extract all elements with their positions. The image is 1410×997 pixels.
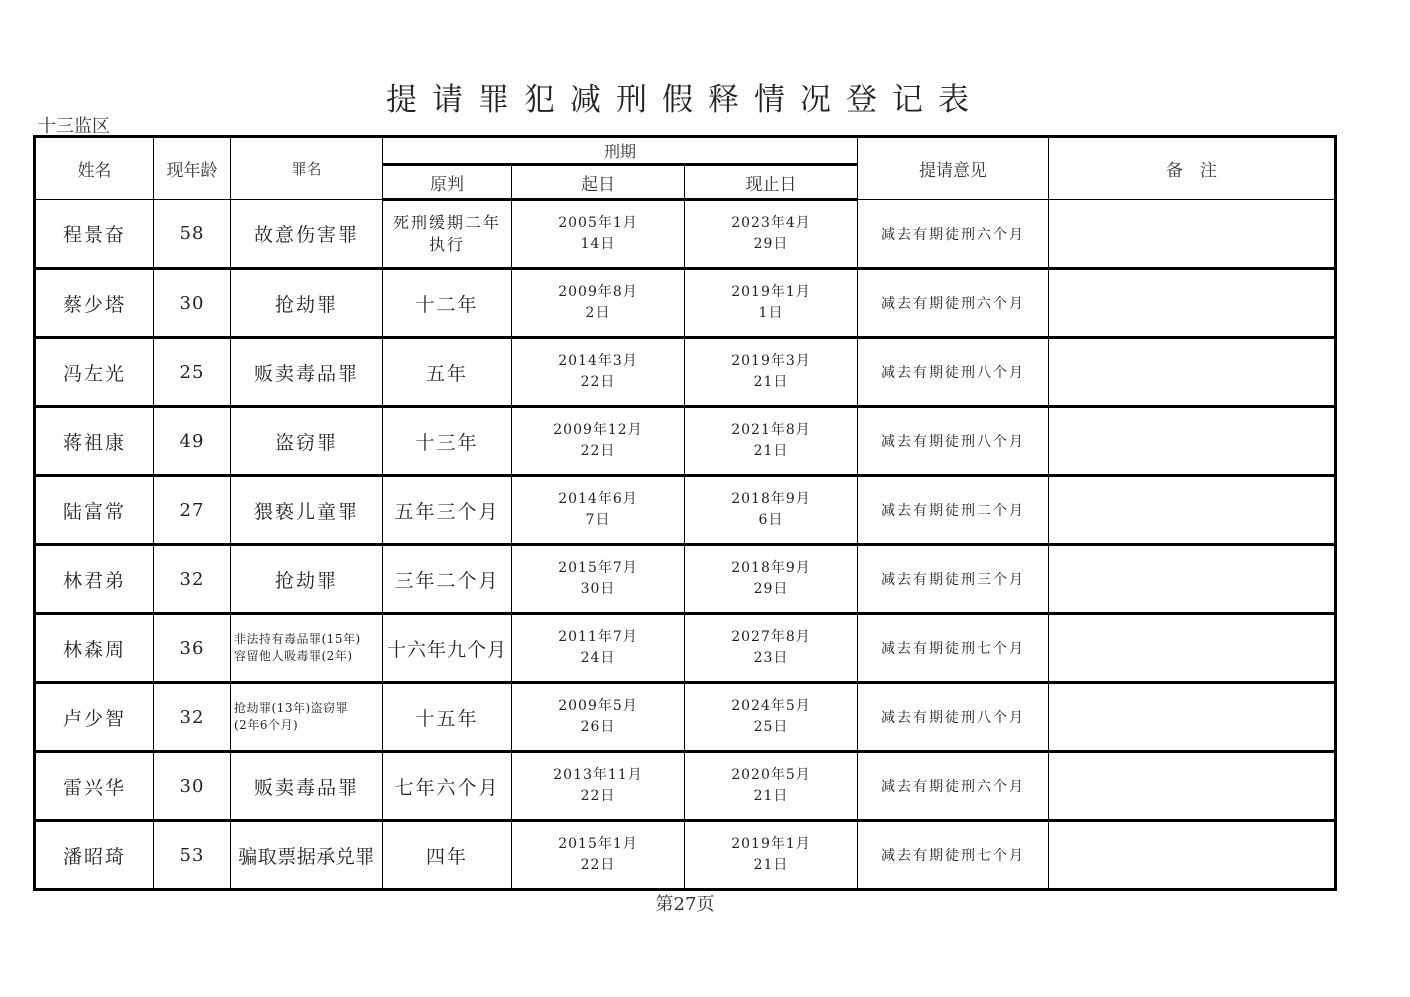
cell-start-date xyxy=(512,752,685,821)
cell-crime: 抢劫罪 xyxy=(231,545,383,614)
cell-remarks xyxy=(1049,752,1336,821)
date-line: 22日 xyxy=(580,857,616,873)
table-header-row xyxy=(35,137,1336,165)
cell-opinion: 减去有期徒刑六个月 xyxy=(858,200,1049,269)
header-name: 姓名 xyxy=(35,137,154,200)
cell-crime: 故意伤害罪 xyxy=(231,200,383,269)
date-line: 2020年5月 xyxy=(731,767,811,783)
table-row xyxy=(35,614,1336,683)
table-row xyxy=(35,269,1336,338)
cell-remarks xyxy=(1049,614,1336,683)
cell-start-date xyxy=(512,269,685,338)
cell-original-sentence: 七年六个月 xyxy=(383,752,512,821)
document-title: 提请罪犯减刑假释情况登记表 xyxy=(386,82,984,118)
cell-end-date xyxy=(685,752,858,821)
date-line: 2009年5月 xyxy=(558,698,638,714)
cell-start-date xyxy=(512,476,685,545)
date-line: 22日 xyxy=(580,443,616,459)
crime-line: (2年6个月) xyxy=(234,718,299,732)
cell-original-sentence: 五年 xyxy=(383,338,512,407)
table-row xyxy=(35,545,1336,614)
cell-age: 30 xyxy=(154,752,231,821)
cell-name: 潘昭琦 xyxy=(35,821,154,890)
cell-remarks xyxy=(1049,200,1336,269)
table-row xyxy=(35,200,1336,269)
cell-opinion: 减去有期徒刑二个月 xyxy=(858,476,1049,545)
table-row xyxy=(35,752,1336,821)
date-line: 2027年8月 xyxy=(731,629,811,645)
cell-end-date xyxy=(685,683,858,752)
cell-age: 32 xyxy=(154,545,231,614)
date-line: 6日 xyxy=(758,512,784,528)
cell-start-date xyxy=(512,821,685,890)
table-row xyxy=(35,338,1336,407)
header-opinion: 提请意见 xyxy=(858,137,1049,200)
date-line: 14日 xyxy=(580,236,616,252)
date-line: 2024年5月 xyxy=(731,698,811,714)
cell-end-date xyxy=(685,545,858,614)
cell-crime: 猥亵儿童罪 xyxy=(231,476,383,545)
date-line: 2日 xyxy=(585,305,611,321)
cell-name: 陆富常 xyxy=(35,476,154,545)
cell-original-sentence: 三年二个月 xyxy=(383,545,512,614)
date-line: 21日 xyxy=(753,443,789,459)
cell-crime xyxy=(231,614,383,683)
cell-end-date xyxy=(685,269,858,338)
header-term-group: 刑期 xyxy=(383,137,858,165)
date-line: 29日 xyxy=(753,236,789,252)
cell-start-date xyxy=(512,338,685,407)
cell-original-sentence xyxy=(383,200,512,269)
header-age: 现年龄 xyxy=(154,137,231,200)
cell-start-date xyxy=(512,614,685,683)
cell-end-date xyxy=(685,200,858,269)
date-line: 2009年8月 xyxy=(558,284,638,300)
date-line: 21日 xyxy=(753,857,789,873)
date-line: 2014年3月 xyxy=(558,353,638,369)
cell-start-date xyxy=(512,545,685,614)
cell-name: 程景奋 xyxy=(35,200,154,269)
cell-original-sentence: 四年 xyxy=(383,821,512,890)
cell-opinion: 减去有期徒刑八个月 xyxy=(858,407,1049,476)
cell-name: 雷兴华 xyxy=(35,752,154,821)
register-table xyxy=(33,135,1337,891)
date-line: 2013年11月 xyxy=(553,767,643,783)
cell-original-sentence: 十五年 xyxy=(383,683,512,752)
table-row xyxy=(35,476,1336,545)
date-line: 1日 xyxy=(758,305,784,321)
cell-end-date xyxy=(685,476,858,545)
cell-age: 25 xyxy=(154,338,231,407)
cell-crime xyxy=(231,683,383,752)
date-line: 30日 xyxy=(580,581,616,597)
date-line: 21日 xyxy=(753,374,789,390)
cell-original-sentence: 五年三个月 xyxy=(383,476,512,545)
cell-age: 58 xyxy=(154,200,231,269)
cell-age: 30 xyxy=(154,269,231,338)
cell-end-date xyxy=(685,614,858,683)
date-line: 2019年3月 xyxy=(731,353,811,369)
date-line: 2021年8月 xyxy=(731,422,811,438)
cell-name: 林森周 xyxy=(35,614,154,683)
cell-age: 49 xyxy=(154,407,231,476)
cell-opinion: 减去有期徒刑八个月 xyxy=(858,338,1049,407)
cell-opinion: 减去有期徒刑八个月 xyxy=(858,683,1049,752)
cell-end-date xyxy=(685,821,858,890)
date-line: 24日 xyxy=(580,650,616,666)
date-line: 2009年12月 xyxy=(553,422,643,438)
cell-age: 32 xyxy=(154,683,231,752)
date-line: 2018年9月 xyxy=(731,560,811,576)
cell-remarks xyxy=(1049,821,1336,890)
cell-name: 蔡少塔 xyxy=(35,269,154,338)
cell-original-sentence: 十六年九个月 xyxy=(383,614,512,683)
table-row xyxy=(35,407,1336,476)
cell-start-date xyxy=(512,683,685,752)
cell-name: 冯左光 xyxy=(35,338,154,407)
cell-start-date xyxy=(512,200,685,269)
crime-line: 非法持有毒品罪(15年) xyxy=(234,632,361,646)
cell-end-date xyxy=(685,407,858,476)
page-number: 第27页 xyxy=(655,894,715,915)
date-line: 2019年1月 xyxy=(731,284,811,300)
cell-opinion: 减去有期徒刑六个月 xyxy=(858,752,1049,821)
cell-name: 卢少智 xyxy=(35,683,154,752)
header-crime: 罪名 xyxy=(231,137,383,200)
header-remarks: 备 注 xyxy=(1049,137,1336,200)
crime-line: 抢劫罪(13年)盗窃罪 xyxy=(234,701,349,715)
date-line: 22日 xyxy=(580,374,616,390)
date-line: 25日 xyxy=(753,719,789,735)
cell-age: 53 xyxy=(154,821,231,890)
cell-name: 林君弟 xyxy=(35,545,154,614)
cell-remarks xyxy=(1049,338,1336,407)
cell-opinion: 减去有期徒刑七个月 xyxy=(858,614,1049,683)
date-line: 22日 xyxy=(580,788,616,804)
date-line: 2018年9月 xyxy=(731,491,811,507)
date-line: 2015年1月 xyxy=(558,836,638,852)
cell-start-date xyxy=(512,407,685,476)
date-line: 2019年1月 xyxy=(731,836,811,852)
cell-crime: 贩卖毒品罪 xyxy=(231,752,383,821)
cell-age: 36 xyxy=(154,614,231,683)
date-line: 29日 xyxy=(753,581,789,597)
date-line: 2014年6月 xyxy=(558,491,638,507)
cell-opinion: 减去有期徒刑七个月 xyxy=(858,821,1049,890)
original-sentence-line: 死刑缓期二年 xyxy=(392,213,501,232)
date-line: 2011年7月 xyxy=(558,629,638,645)
cell-opinion: 减去有期徒刑六个月 xyxy=(858,269,1049,338)
date-line: 23日 xyxy=(753,650,789,666)
date-line: 2005年1月 xyxy=(558,215,638,231)
cell-crime: 抢劫罪 xyxy=(231,269,383,338)
cell-age: 27 xyxy=(154,476,231,545)
cell-name: 蒋祖康 xyxy=(35,407,154,476)
date-line: 26日 xyxy=(580,719,616,735)
cell-opinion: 减去有期徒刑三个月 xyxy=(858,545,1049,614)
cell-crime: 骗取票据承兑罪 xyxy=(231,821,383,890)
table-row xyxy=(35,821,1336,890)
cell-remarks xyxy=(1049,683,1336,752)
date-line: 2015年7月 xyxy=(558,560,638,576)
cell-crime: 贩卖毒品罪 xyxy=(231,338,383,407)
date-line: 21日 xyxy=(753,788,789,804)
header-end-date: 现止日 xyxy=(685,165,858,200)
cell-end-date xyxy=(685,338,858,407)
cell-remarks xyxy=(1049,476,1336,545)
header-original-sentence: 原判 xyxy=(383,165,512,200)
cell-remarks xyxy=(1049,269,1336,338)
unit-label: 十三监区 xyxy=(38,116,110,137)
cell-original-sentence: 十三年 xyxy=(383,407,512,476)
original-sentence-line: 执行 xyxy=(428,235,465,254)
header-start-date: 起日 xyxy=(512,165,685,200)
date-line: 7日 xyxy=(585,512,611,528)
cell-remarks xyxy=(1049,407,1336,476)
cell-remarks xyxy=(1049,545,1336,614)
date-line: 2023年4月 xyxy=(731,215,811,231)
table-row xyxy=(35,683,1336,752)
cell-original-sentence: 十二年 xyxy=(383,269,512,338)
cell-crime: 盗窃罪 xyxy=(231,407,383,476)
crime-line: 容留他人吸毒罪(2年) xyxy=(234,649,353,663)
